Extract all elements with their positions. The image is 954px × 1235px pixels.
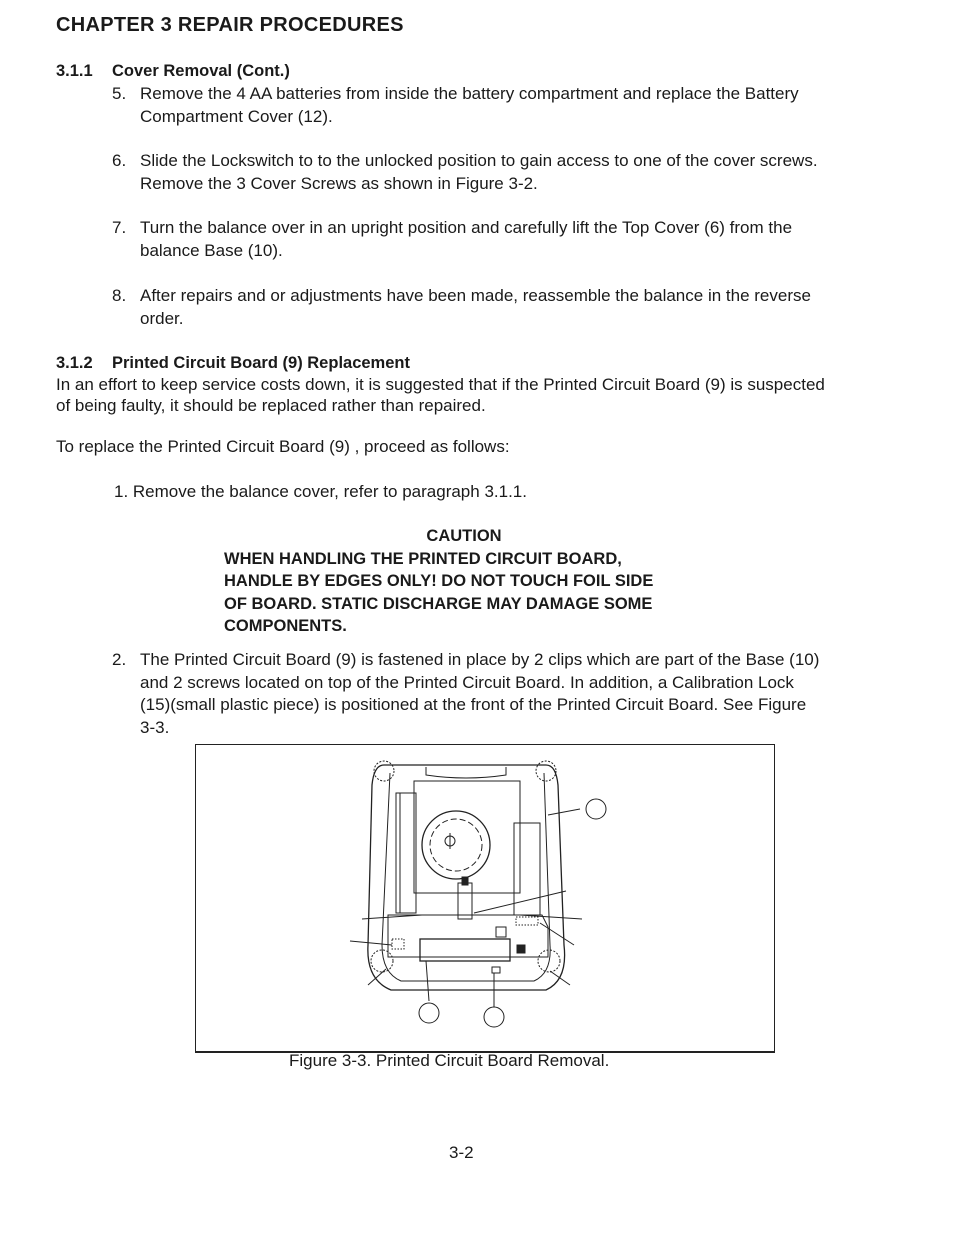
- caution-block: [224, 525, 704, 638]
- item-line: Remove the 3 Cover Screws as shown in Figure 3-2.: [140, 173, 538, 193]
- item-line: and 2 screws located on top of the Printed Circuit Board. In addition, a Calibration Lock: [140, 672, 794, 692]
- item-number: 8.: [112, 286, 127, 305]
- caution-line: OF BOARD. STATIC DISCHARGE MAY DAMAGE SOME: [224, 594, 653, 613]
- section-number: 3.1.1: [56, 62, 93, 80]
- item-number: 7.: [112, 218, 127, 237]
- section-number: 3.1.2: [56, 354, 93, 372]
- item-line: The Printed Circuit Board (9) is fastened in place by 2 clips which are part of the Base (10): [140, 650, 820, 669]
- item-line: balance Base (10).: [140, 240, 283, 260]
- item-number: 5.: [112, 84, 127, 103]
- caution-line: HANDLE BY EDGES ONLY! DO NOT TOUCH FOIL SIDE: [224, 572, 654, 590]
- list-item-8: [112, 285, 882, 330]
- caution-line: COMPONENTS.: [224, 617, 347, 635]
- item-line: Slide the Lockswitch to to the unlocked position to gain access to one of the cover screws.: [140, 151, 818, 170]
- item-line: After repairs and or adjustments have been made, reassemble the balance in the reverse: [140, 286, 811, 305]
- section-heading-3-1-1: [56, 62, 290, 81]
- item-line: Remove the 4 AA batteries from inside the battery compartment and replace the Battery: [140, 84, 799, 103]
- item-line: Turn the balance over in an upright position and carefully lift the Top Cover (6) from the: [140, 218, 793, 237]
- item-line: 3-3.: [140, 717, 170, 737]
- section-heading-3-1-2: [56, 354, 410, 373]
- page-number: 3-2: [449, 1143, 474, 1162]
- caution-line: WHEN HANDLING THE PRINTED CIRCUIT BOARD,: [224, 549, 622, 568]
- chapter-title: CHAPTER 3 REPAIR PROCEDURES: [56, 14, 404, 36]
- list-item-7: [112, 217, 882, 262]
- intro-paragraph: [56, 374, 896, 416]
- item-line: order.: [140, 308, 184, 328]
- section-title: Printed Circuit Board (9) Replacement: [112, 354, 410, 372]
- item-number: 6.: [112, 151, 127, 170]
- item-number: 2.: [112, 650, 127, 669]
- pcb-removal-illustration: [196, 745, 774, 1051]
- step-2: [112, 649, 882, 739]
- item-line: Compartment Cover (12).: [140, 106, 333, 126]
- step-1: 1. Remove the balance cover, refer to paragraph 3.1.1.: [114, 482, 527, 501]
- paragraph-line: In an effort to keep service costs down, it is suggested that if the Printed Circuit Board (9) is suspected: [56, 375, 825, 394]
- paragraph-line: of being faulty, it should be replaced rather than repaired.: [56, 396, 486, 415]
- list-item-6: [112, 150, 882, 195]
- caution-heading: CAUTION: [426, 527, 502, 545]
- proceed-text: To replace the Printed Circuit Board (9) , proceed as follows:: [56, 437, 510, 456]
- figure-frame: [195, 744, 775, 1053]
- item-line: (15)(small plastic piece) is positioned at the front of the Printed Circuit Board. See Figure: [140, 695, 807, 714]
- figure-caption: Figure 3-3. Printed Circuit Board Removal.: [289, 1051, 610, 1070]
- list-item-5: [112, 83, 882, 128]
- section-title: Cover Removal (Cont.): [112, 62, 290, 80]
